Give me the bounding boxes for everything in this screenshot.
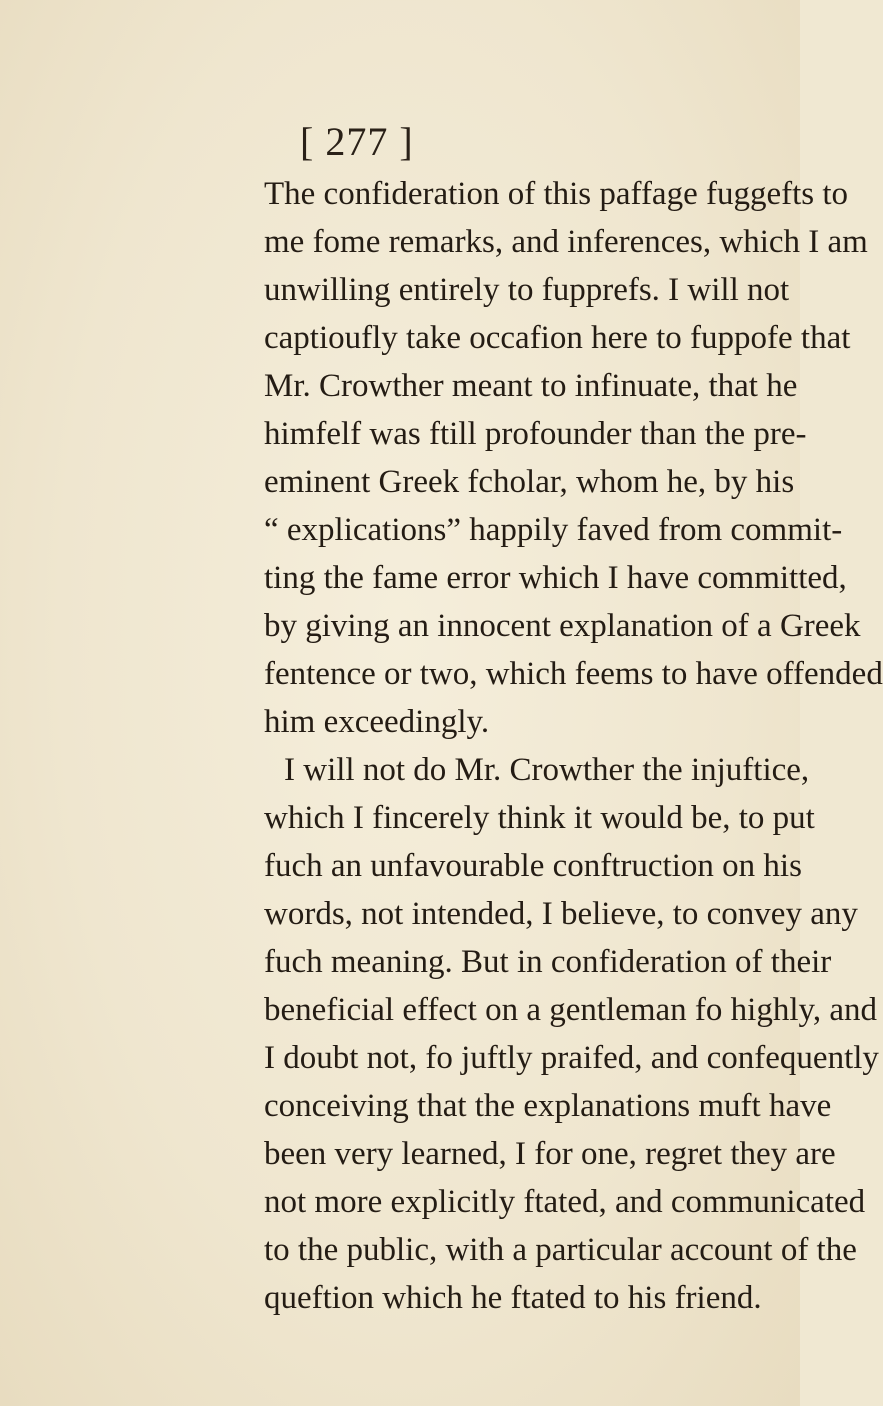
text-line: himfelf was ftill profounder than the pre- [264,416,807,452]
text-line: unwilling entirely to fupprefs. I will not [264,272,790,308]
text-line: me fome remarks, and inferences, which I am [264,224,868,260]
text-line: which I fincerely think it would be, to put [264,800,815,836]
text-line: ting the fame error which I have committed, [264,560,847,596]
text-line: eminent Greek fcholar, whom he, by his [264,464,795,500]
text-line: been very learned, I for one, regret they are [264,1136,836,1172]
text-line: fentence or two, which feems to have offended [264,656,883,692]
text-line: fuch meaning. But in confideration of their [264,944,832,980]
text-line: The confideration of this paffage fuggefts to [264,176,849,212]
text-line: queftion which he ftated to his friend. [264,1280,762,1316]
text-line: I will not do Mr. Crowther the injuftice, [284,752,810,788]
text-line: Mr. Crowther meant to infinuate, that he [264,368,798,404]
text-line: fuch an unfavourable conftruction on his [264,848,802,884]
text-line: by giving an innocent explanation of a Greek [264,608,861,644]
text-line: “ explications” happily faved from commit- [264,512,843,548]
text-line: words, not intended, I believe, to convey any [264,896,858,932]
text-line: captioufly take occafion here to fuppofe that [264,320,851,356]
text-line: not more explicitly ftated, and communicated [264,1184,866,1220]
page-number-header: [ 277 ] [300,119,414,164]
text-line: beneficial effect on a gentleman fo highly, and [264,992,877,1028]
text-line: I doubt not, fo juftly praifed, and confequently [264,1040,879,1076]
text-line: conceiving that the explanations muft have [264,1088,832,1124]
text-line: him exceedingly. [264,704,490,740]
text-line: to the public, with a particular account of the [264,1232,857,1268]
